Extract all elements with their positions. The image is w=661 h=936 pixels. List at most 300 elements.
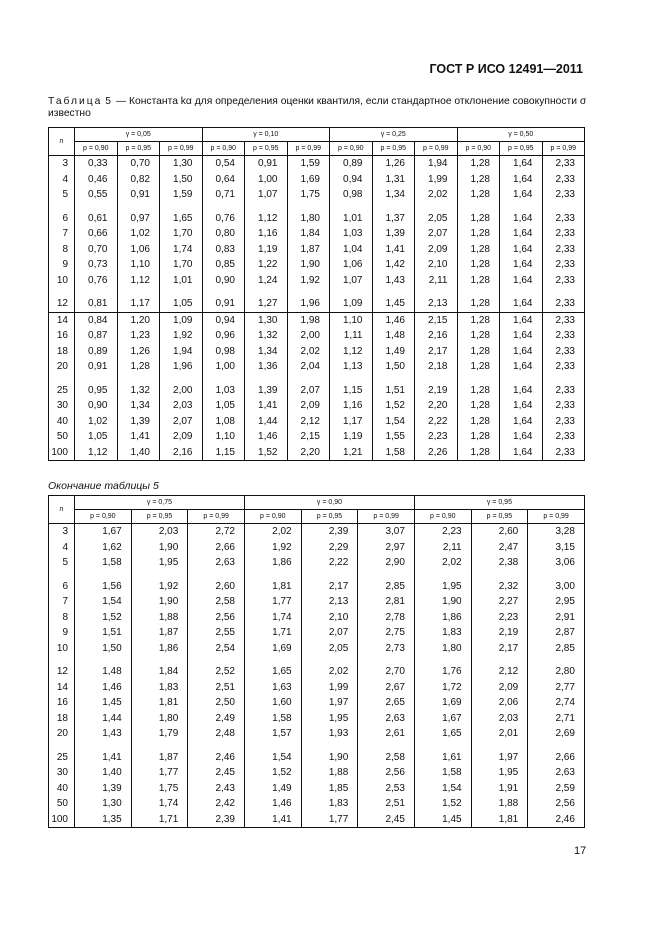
constant-value-cell: 1,65 (414, 726, 471, 742)
constant-value-cell: 3,15 (528, 540, 585, 556)
constant-value-cell: 2,47 (471, 540, 528, 556)
constant-value-cell: 2,33 (542, 296, 585, 312)
constant-value-cell: 2,16 (415, 328, 458, 344)
constant-value-cell: 2,20 (287, 445, 330, 461)
table-row (49, 641, 585, 657)
constant-value-cell: 1,24 (245, 273, 288, 289)
constant-value-cell: 1,92 (244, 540, 301, 556)
table-row (49, 359, 585, 375)
constant-value-cell: 1,39 (372, 226, 415, 242)
gamma-header: γ = 0,50 (457, 128, 585, 142)
constant-value-cell: 1,41 (75, 750, 132, 766)
constant-value-cell: 2,05 (301, 641, 358, 657)
constant-value-cell: 2,59 (528, 781, 585, 797)
constant-value-cell: 0,84 (75, 312, 118, 328)
constant-value-cell: 1,45 (372, 296, 415, 312)
probability-header: p = 0,90 (202, 142, 245, 156)
constant-value-cell: 2,22 (415, 414, 458, 430)
constant-value-cell: 1,00 (245, 172, 288, 188)
constant-value-cell: 1,03 (202, 383, 245, 399)
sample-size-cell: 100 (49, 812, 75, 828)
probability-header: p = 0,90 (75, 510, 132, 524)
constant-value-cell: 1,92 (131, 579, 188, 595)
sample-size-cell: 40 (49, 414, 75, 430)
constant-value-cell: 1,28 (457, 344, 500, 360)
constant-value-cell: 1,28 (457, 312, 500, 328)
constant-value-cell: 2,23 (471, 610, 528, 626)
constant-value-cell: 2,05 (415, 211, 458, 227)
constant-value-cell: 2,73 (358, 641, 415, 657)
constant-value-cell: 2,23 (414, 524, 471, 540)
constant-value-cell: 1,64 (500, 344, 543, 360)
constant-value-cell: 1,07 (245, 187, 288, 203)
constant-value-cell: 2,04 (287, 359, 330, 375)
constant-value-cell: 2,97 (358, 540, 415, 556)
constant-value-cell: 1,90 (131, 594, 188, 610)
constant-value-cell: 0,95 (75, 383, 118, 399)
table-row (49, 445, 585, 461)
constant-value-cell: 1,02 (75, 414, 118, 430)
constant-value-cell: 2,33 (542, 156, 585, 172)
constant-value-cell: 2,33 (542, 429, 585, 445)
constant-value-cell: 1,40 (75, 765, 132, 781)
constant-value-cell: 2,69 (528, 726, 585, 742)
constant-value-cell: 1,80 (131, 711, 188, 727)
constant-value-cell: 1,39 (245, 383, 288, 399)
constant-value-cell: 1,64 (500, 187, 543, 203)
constant-value-cell: 2,33 (542, 211, 585, 227)
constant-value-cell: 1,69 (414, 695, 471, 711)
sample-size-cell: 9 (49, 257, 75, 273)
constant-value-cell: 2,78 (358, 610, 415, 626)
probability-header: p = 0,95 (471, 510, 528, 524)
table-row (49, 594, 585, 610)
constant-value-cell: 2,07 (301, 625, 358, 641)
sample-size-cell: 8 (49, 242, 75, 258)
constant-value-cell: 1,64 (500, 273, 543, 289)
constant-value-cell: 1,88 (471, 796, 528, 812)
constant-value-cell: 1,15 (202, 445, 245, 461)
constant-value-cell: 1,28 (457, 226, 500, 242)
constant-value-cell: 2,11 (414, 540, 471, 556)
constant-value-cell: 1,64 (500, 398, 543, 414)
constant-value-cell: 2,85 (528, 641, 585, 657)
constant-value-cell: 1,30 (245, 312, 288, 328)
constant-value-cell: 1,28 (457, 398, 500, 414)
table-row (49, 540, 585, 556)
constant-value-cell: 1,28 (457, 296, 500, 312)
probability-header: p = 0,99 (188, 510, 245, 524)
constant-value-cell: 2,19 (471, 625, 528, 641)
constant-value-cell: 1,80 (287, 211, 330, 227)
constant-value-cell: 2,66 (528, 750, 585, 766)
constant-value-cell: 0,97 (117, 211, 160, 227)
constant-value-cell: 1,65 (160, 211, 203, 227)
constant-value-cell: 1,52 (372, 398, 415, 414)
probability-header: p = 0,90 (457, 142, 500, 156)
constant-value-cell: 0,85 (202, 257, 245, 273)
constant-value-cell: 2,06 (471, 695, 528, 711)
sample-size-cell: 14 (49, 312, 75, 328)
constant-value-cell: 1,67 (75, 524, 132, 540)
constant-value-cell: 1,28 (457, 429, 500, 445)
constant-value-cell: 1,42 (372, 257, 415, 273)
sample-size-cell: 50 (49, 796, 75, 812)
sample-size-cell: 25 (49, 383, 75, 399)
constant-value-cell: 1,39 (75, 781, 132, 797)
caption-label: Таблица (48, 96, 103, 107)
constant-value-cell: 1,15 (330, 383, 373, 399)
constant-value-cell: 2,33 (542, 383, 585, 399)
constant-value-cell: 1,49 (372, 344, 415, 360)
constant-value-cell: 2,33 (542, 344, 585, 360)
constant-value-cell: 2,60 (471, 524, 528, 540)
caption-text: — Константа kα для определения оценки квантиля, если стандартное отклонение совокупности σ известно (48, 96, 587, 119)
constant-value-cell: 1,16 (245, 226, 288, 242)
constant-value-cell: 1,36 (245, 359, 288, 375)
constant-value-cell: 1,48 (372, 328, 415, 344)
constant-value-cell: 0,61 (75, 211, 118, 227)
constant-value-cell: 2,03 (471, 711, 528, 727)
constant-value-cell: 2,13 (301, 594, 358, 610)
constant-value-cell: 2,33 (542, 445, 585, 461)
constant-value-cell: 1,30 (160, 156, 203, 172)
constant-value-cell: 1,71 (131, 812, 188, 828)
constant-value-cell: 2,10 (415, 257, 458, 273)
table-row (49, 695, 585, 711)
constant-value-cell: 1,50 (160, 172, 203, 188)
constant-value-cell: 1,27 (245, 296, 288, 312)
constant-value-cell: 1,55 (372, 429, 415, 445)
probability-header: p = 0,99 (160, 142, 203, 156)
constant-value-cell: 1,19 (245, 242, 288, 258)
table-row (49, 226, 585, 242)
sample-size-cell: 30 (49, 765, 75, 781)
constant-value-cell: 0,91 (245, 156, 288, 172)
constant-value-cell: 1,02 (117, 226, 160, 242)
table-row (49, 524, 585, 540)
constant-value-cell: 1,83 (414, 625, 471, 641)
constant-value-cell: 2,02 (301, 664, 358, 680)
constant-value-cell: 1,44 (245, 414, 288, 430)
constant-value-cell: 1,64 (500, 359, 543, 375)
sample-size-cell: 9 (49, 625, 75, 641)
constant-value-cell: 1,44 (75, 711, 132, 727)
gamma-header: γ = 0,75 (75, 496, 245, 510)
constant-value-cell: 1,00 (202, 359, 245, 375)
constant-value-cell: 0,89 (75, 344, 118, 360)
sample-size-cell: 20 (49, 726, 75, 742)
gamma-header: γ = 0,10 (202, 128, 330, 142)
constant-value-cell: 2,13 (415, 296, 458, 312)
constant-value-cell: 2,17 (415, 344, 458, 360)
constant-value-cell: 1,95 (414, 579, 471, 595)
constant-value-cell: 1,58 (414, 765, 471, 781)
constant-value-cell: 1,03 (330, 226, 373, 242)
constant-value-cell: 1,74 (244, 610, 301, 626)
sample-size-cell: 100 (49, 445, 75, 461)
constant-value-cell: 1,28 (117, 359, 160, 375)
constant-value-cell: 2,33 (542, 273, 585, 289)
constant-value-cell: 1,41 (245, 398, 288, 414)
constant-value-cell: 1,52 (244, 765, 301, 781)
constant-value-cell: 1,28 (457, 328, 500, 344)
table-row (49, 242, 585, 258)
constant-value-cell: 1,75 (131, 781, 188, 797)
constant-value-cell: 1,87 (287, 242, 330, 258)
constant-value-cell: 2,15 (287, 429, 330, 445)
constant-value-cell: 1,37 (372, 211, 415, 227)
constant-value-cell: 1,45 (75, 695, 132, 711)
constant-value-cell: 1,28 (457, 187, 500, 203)
constant-value-cell: 1,86 (244, 555, 301, 571)
constant-value-cell: 1,21 (330, 445, 373, 461)
constant-value-cell: 0,94 (202, 312, 245, 328)
sample-size-cell: 10 (49, 273, 75, 289)
constant-value-cell: 2,11 (415, 273, 458, 289)
constant-value-cell: 0,82 (117, 172, 160, 188)
constant-value-cell: 2,22 (301, 555, 358, 571)
constant-value-cell: 2,33 (542, 414, 585, 430)
sample-size-cell: 12 (49, 664, 75, 680)
constant-value-cell: 1,81 (131, 695, 188, 711)
sample-size-cell: 30 (49, 398, 75, 414)
constant-value-cell: 2,71 (528, 711, 585, 727)
constant-value-cell: 1,95 (301, 711, 358, 727)
constant-value-cell: 1,60 (244, 695, 301, 711)
probability-header: p = 0,90 (244, 510, 301, 524)
constant-value-cell: 1,92 (287, 273, 330, 289)
sample-size-cell: 14 (49, 680, 75, 696)
sample-size-cell: 40 (49, 781, 75, 797)
constant-value-cell: 1,95 (471, 765, 528, 781)
constant-value-cell: 1,64 (500, 211, 543, 227)
constant-value-cell: 0,33 (75, 156, 118, 172)
table-row (49, 211, 585, 227)
constant-value-cell: 2,77 (528, 680, 585, 696)
constant-value-cell: 2,55 (188, 625, 245, 641)
constant-value-cell: 2,81 (358, 594, 415, 610)
constant-value-cell: 2,07 (160, 414, 203, 430)
constant-value-cell: 0,98 (202, 344, 245, 360)
gamma-header: γ = 0,25 (330, 128, 458, 142)
constant-value-cell: 1,99 (301, 680, 358, 696)
constant-value-cell: 1,46 (75, 680, 132, 696)
constant-value-cell: 1,12 (245, 211, 288, 227)
constant-value-cell: 1,64 (500, 156, 543, 172)
constant-value-cell: 2,95 (528, 594, 585, 610)
constant-value-cell: 1,10 (330, 312, 373, 328)
sample-size-cell: 50 (49, 429, 75, 445)
constant-value-cell: 1,94 (160, 344, 203, 360)
constant-value-cell: 0,87 (75, 328, 118, 344)
constant-value-cell: 1,64 (500, 445, 543, 461)
constant-value-cell: 2,33 (542, 226, 585, 242)
probability-header: p = 0,90 (414, 510, 471, 524)
gamma-header: γ = 0,05 (75, 128, 203, 142)
constant-value-cell: 1,06 (330, 257, 373, 273)
constant-value-cell: 1,90 (131, 540, 188, 556)
constant-value-cell: 1,95 (131, 555, 188, 571)
constant-value-cell: 0,55 (75, 187, 118, 203)
constant-value-cell: 1,28 (457, 156, 500, 172)
constant-value-cell: 1,87 (131, 750, 188, 766)
sample-size-cell: 5 (49, 187, 75, 203)
constant-value-cell: 2,63 (528, 765, 585, 781)
constant-value-cell: 1,51 (372, 383, 415, 399)
constant-value-cell: 1,58 (372, 445, 415, 461)
constant-value-cell: 1,31 (372, 172, 415, 188)
constant-value-cell: 1,28 (457, 211, 500, 227)
constant-value-cell: 0,83 (202, 242, 245, 258)
probability-header: p = 0,90 (330, 142, 373, 156)
constant-value-cell: 1,64 (500, 328, 543, 344)
constant-value-cell: 2,03 (131, 524, 188, 540)
constant-value-cell: 1,87 (131, 625, 188, 641)
constant-value-cell: 1,94 (415, 156, 458, 172)
constant-value-cell: 2,63 (188, 555, 245, 571)
constant-value-cell: 1,50 (75, 641, 132, 657)
constant-value-cell: 1,16 (330, 398, 373, 414)
sample-size-cell: 18 (49, 711, 75, 727)
constant-value-cell: 2,33 (542, 257, 585, 273)
constant-value-cell: 1,28 (457, 242, 500, 258)
constant-value-cell: 2,45 (358, 812, 415, 828)
constant-value-cell: 1,05 (75, 429, 118, 445)
constant-value-cell: 2,09 (287, 398, 330, 414)
constant-value-cell: 0,81 (75, 296, 118, 312)
constant-value-cell: 1,46 (244, 796, 301, 812)
constant-value-cell: 1,34 (372, 187, 415, 203)
constant-value-cell: 1,12 (75, 445, 118, 461)
probability-header: p = 0,99 (287, 142, 330, 156)
constant-value-cell: 1,28 (457, 445, 500, 461)
table-row (49, 765, 585, 781)
constant-value-cell: 1,97 (301, 695, 358, 711)
probability-header: p = 0,95 (301, 510, 358, 524)
constant-value-cell: 2,02 (287, 344, 330, 360)
constant-value-cell: 2,29 (301, 540, 358, 556)
sample-size-cell: 16 (49, 328, 75, 344)
constant-value-cell: 2,46 (528, 812, 585, 828)
constant-value-cell: 0,80 (202, 226, 245, 242)
constant-value-cell: 3,07 (358, 524, 415, 540)
constant-value-cell: 1,91 (471, 781, 528, 797)
constant-value-cell: 1,28 (457, 359, 500, 375)
constant-value-cell: 0,91 (117, 187, 160, 203)
constant-value-cell: 2,53 (358, 781, 415, 797)
constant-value-cell: 1,88 (301, 765, 358, 781)
constant-value-cell: 2,60 (188, 579, 245, 595)
table-row (49, 680, 585, 696)
constant-value-cell: 1,28 (457, 172, 500, 188)
sample-size-cell: 12 (49, 296, 75, 312)
constant-value-cell: 1,85 (301, 781, 358, 797)
constant-value-cell: 1,28 (457, 273, 500, 289)
sample-size-cell: 20 (49, 359, 75, 375)
constant-value-cell: 1,22 (245, 257, 288, 273)
constant-value-cell: 1,57 (244, 726, 301, 742)
constant-value-cell: 1,86 (414, 610, 471, 626)
constant-value-cell: 1,50 (372, 359, 415, 375)
table-row (49, 296, 585, 312)
constant-value-cell: 2,10 (301, 610, 358, 626)
constant-value-cell: 1,28 (457, 414, 500, 430)
constant-value-cell: 1,49 (244, 781, 301, 797)
constant-value-cell: 1,46 (245, 429, 288, 445)
constant-value-cell: 1,96 (160, 359, 203, 375)
constant-value-cell: 1,97 (471, 750, 528, 766)
constant-value-cell: 0,71 (202, 187, 245, 203)
table-row (49, 812, 585, 828)
constant-value-cell: 1,39 (117, 414, 160, 430)
constant-value-cell: 1,41 (244, 812, 301, 828)
constant-value-cell: 1,23 (117, 328, 160, 344)
table-row (49, 273, 585, 289)
constant-value-cell: 1,64 (500, 296, 543, 312)
constant-value-cell: 2,80 (528, 664, 585, 680)
sample-size-cell: 6 (49, 211, 75, 227)
probability-header: p = 0,95 (372, 142, 415, 156)
constant-value-cell: 2,17 (471, 641, 528, 657)
constant-value-cell: 2,02 (414, 555, 471, 571)
constant-value-cell: 1,64 (500, 383, 543, 399)
constant-value-cell: 1,84 (287, 226, 330, 242)
constant-value-cell: 1,83 (131, 680, 188, 696)
constant-table-part1 (48, 127, 585, 461)
constant-value-cell: 1,52 (75, 610, 132, 626)
constant-value-cell: 1,64 (500, 242, 543, 258)
constant-value-cell: 2,02 (244, 524, 301, 540)
constant-value-cell: 1,70 (160, 226, 203, 242)
constant-value-cell: 2,18 (415, 359, 458, 375)
constant-value-cell: 1,96 (287, 296, 330, 312)
constant-value-cell: 2,09 (415, 242, 458, 258)
table-row (49, 579, 585, 595)
constant-value-cell: 1,90 (301, 750, 358, 766)
constant-value-cell: 2,23 (415, 429, 458, 445)
constant-value-cell: 1,62 (75, 540, 132, 556)
table-row (49, 414, 585, 430)
constant-value-cell: 2,50 (188, 695, 245, 711)
constant-value-cell: 1,54 (414, 781, 471, 797)
constant-value-cell: 2,65 (358, 695, 415, 711)
sample-size-cell: 25 (49, 750, 75, 766)
constant-value-cell: 2,46 (188, 750, 245, 766)
constant-value-cell: 1,01 (330, 211, 373, 227)
constant-value-cell: 1,12 (117, 273, 160, 289)
constant-value-cell: 0,90 (202, 273, 245, 289)
constant-value-cell: 1,64 (500, 312, 543, 328)
constant-value-cell: 2,03 (160, 398, 203, 414)
constant-value-cell: 2,58 (188, 594, 245, 610)
constant-value-cell: 1,64 (500, 226, 543, 242)
constant-value-cell: 0,89 (330, 156, 373, 172)
constant-value-cell: 0,64 (202, 172, 245, 188)
constant-value-cell: 1,84 (131, 664, 188, 680)
constant-value-cell: 2,58 (358, 750, 415, 766)
constant-value-cell: 2,20 (415, 398, 458, 414)
constant-value-cell: 1,34 (245, 344, 288, 360)
constant-value-cell: 2,32 (471, 579, 528, 595)
constant-value-cell: 2,07 (415, 226, 458, 242)
constant-value-cell: 1,09 (160, 312, 203, 328)
constant-value-cell: 2,16 (160, 445, 203, 461)
constant-value-cell: 2,67 (358, 680, 415, 696)
constant-value-cell: 2,33 (542, 398, 585, 414)
constant-value-cell: 1,17 (330, 414, 373, 430)
constant-value-cell: 1,80 (414, 641, 471, 657)
